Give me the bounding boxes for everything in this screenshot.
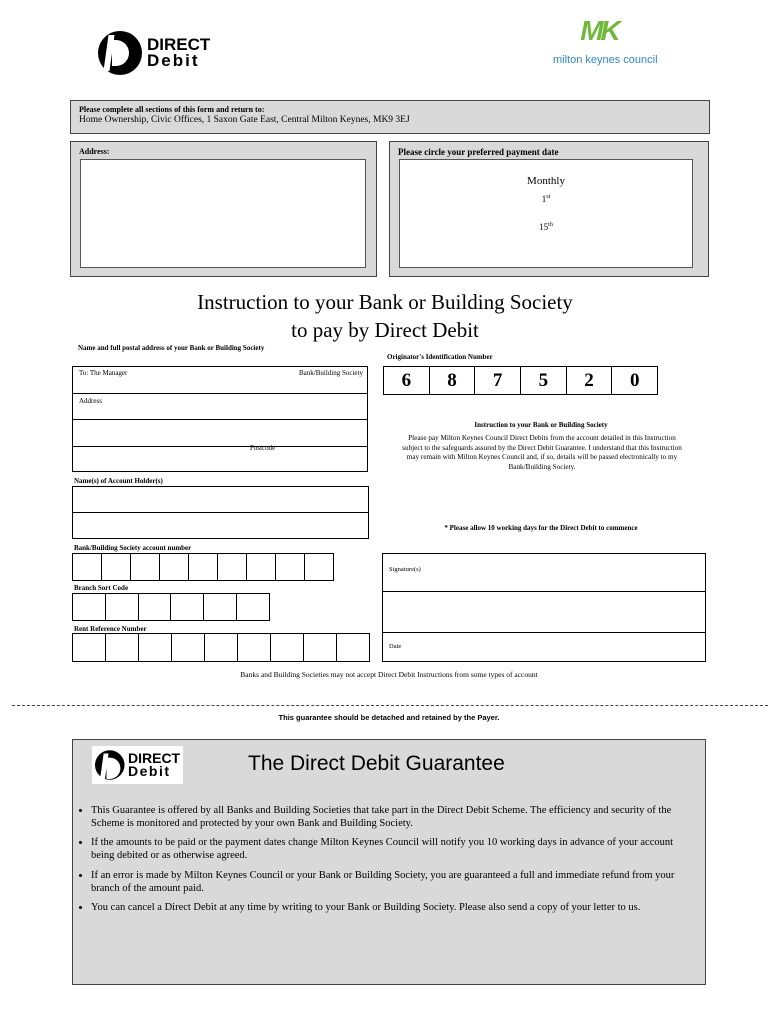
detach-note: This guarantee should be detached and retained by the Payer.: [278, 713, 500, 722]
oin-digit: 5: [521, 367, 567, 394]
rent-reference-boxes[interactable]: [72, 633, 370, 662]
return-address-box: [70, 100, 710, 134]
direct-debit-logo: [98, 31, 210, 75]
return-address: Home Ownership, Civic Offices, 1 Saxon Gate East, Central Milton Keynes, MK9 3EJ: [79, 115, 410, 125]
account-number-label: Bank/Building Society account number: [74, 544, 192, 552]
direct-debit-logo-small: [92, 746, 183, 784]
rent-reference-label: Rent Reference Number: [74, 625, 147, 633]
bank-postcode-field[interactable]: Postcode: [250, 444, 276, 452]
oin-digit: 8: [430, 367, 476, 394]
account-number-boxes[interactable]: [72, 553, 334, 581]
council-logo-mark: MK: [580, 15, 618, 46]
payment-date-panel: [389, 141, 709, 277]
direct-debit-logo-text-small: DIRECT Debit: [128, 749, 181, 779]
payment-date-options: [399, 159, 693, 268]
council-logo: [553, 15, 658, 66]
direct-debit-logo-mark-small: [95, 750, 125, 780]
bank-address-fields: [72, 366, 368, 472]
direct-debit-logo-mark: [98, 31, 142, 75]
sort-code-boxes[interactable]: [72, 593, 270, 621]
oin-boxes: [383, 366, 658, 395]
instruction-text: Please pay Milton Keynes Council Direct Debits from the account detailed in this Instruction subject to the safeguards assured by the Direct Debit Guarantee. I understand that this Instruction may remain with Milton Keynes Council and, if so, details will be passed electronically to my Bank/Building Society.: [402, 434, 682, 471]
payment-date-label: Please circle your preferred payment date: [398, 147, 559, 157]
council-logo-name: milton keynes council: [553, 54, 658, 66]
guarantee-bullets: [73, 804, 693, 920]
guarantee-bullet: • You can cancel a Direct Debit at any time by writing to your Bank or Building Society. Please also send a copy of your letter to us.: [91, 901, 693, 914]
bank-manager-field[interactable]: To: The Manager Bank/Building Society: [73, 367, 367, 394]
payment-option-15th[interactable]: 15th: [539, 222, 553, 232]
address-panel: [70, 141, 377, 277]
account-holder-field-1[interactable]: [72, 486, 369, 513]
bank-address-field[interactable]: Address: [79, 397, 102, 405]
allow-days-note: * Please allow 10 working days for the Direct Debit to commence: [444, 524, 638, 532]
signature-field-2[interactable]: [382, 591, 706, 633]
detach-line: [12, 705, 768, 706]
address-label: Address:: [79, 147, 110, 156]
guarantee-bullet: • If the amounts to be paid or the payment dates change Milton Keynes Council will notify you 10 working days in advance of your account being debited or as otherwise agreed.: [91, 836, 693, 862]
guarantee-bullet: • If an error is made by Milton Keynes Council or your Bank or Building Society, you are guaranteed a full and immediate refund from your branch of the amount paid.: [91, 869, 693, 895]
return-instruction: Please complete all sections of this form and return to:: [79, 105, 265, 114]
bank-address-field-2[interactable]: [73, 419, 367, 447]
account-holders-label: Name(s) of Account Holder(s): [74, 477, 163, 485]
guarantee-panel: [72, 739, 706, 985]
oin-digit: 6: [384, 367, 430, 394]
oin-digit: 0: [629, 369, 640, 391]
payment-option-1st[interactable]: 1st: [541, 194, 551, 204]
form-title: Instruction to your Bank or Building Society to pay by Direct Debit: [197, 290, 573, 342]
bank-address-label: Name and full postal address of your Bank or Building Society: [78, 344, 265, 352]
footer-note: Banks and Building Societies may not accept Direct Debit Instructions from some types of account: [240, 670, 538, 679]
direct-debit-logo-text: DIRECT Debit: [147, 34, 211, 70]
account-holder-field-2[interactable]: [72, 512, 369, 539]
oin-label: Originator's Identification Number: [387, 353, 493, 361]
payment-frequency: Monthly: [527, 175, 565, 187]
guarantee-title: The Direct Debit Guarantee: [248, 752, 505, 775]
sort-code-label: Branch Sort Code: [74, 584, 129, 592]
guarantee-bullet: • This Guarantee is offered by all Banks and Building Societies that take part in the Direct Debit Scheme. The efficiency and security of the Scheme is monitored and protected by your own Bank and Building Society.: [91, 804, 693, 830]
instruction-title: Instruction to your Bank or Building Society: [474, 421, 608, 429]
address-input[interactable]: [80, 159, 366, 268]
oin-digit: 2: [567, 367, 613, 394]
oin-digit: 7: [475, 367, 521, 394]
date-field[interactable]: Date: [382, 632, 706, 662]
signature-field[interactable]: Signature(s): [382, 553, 706, 592]
